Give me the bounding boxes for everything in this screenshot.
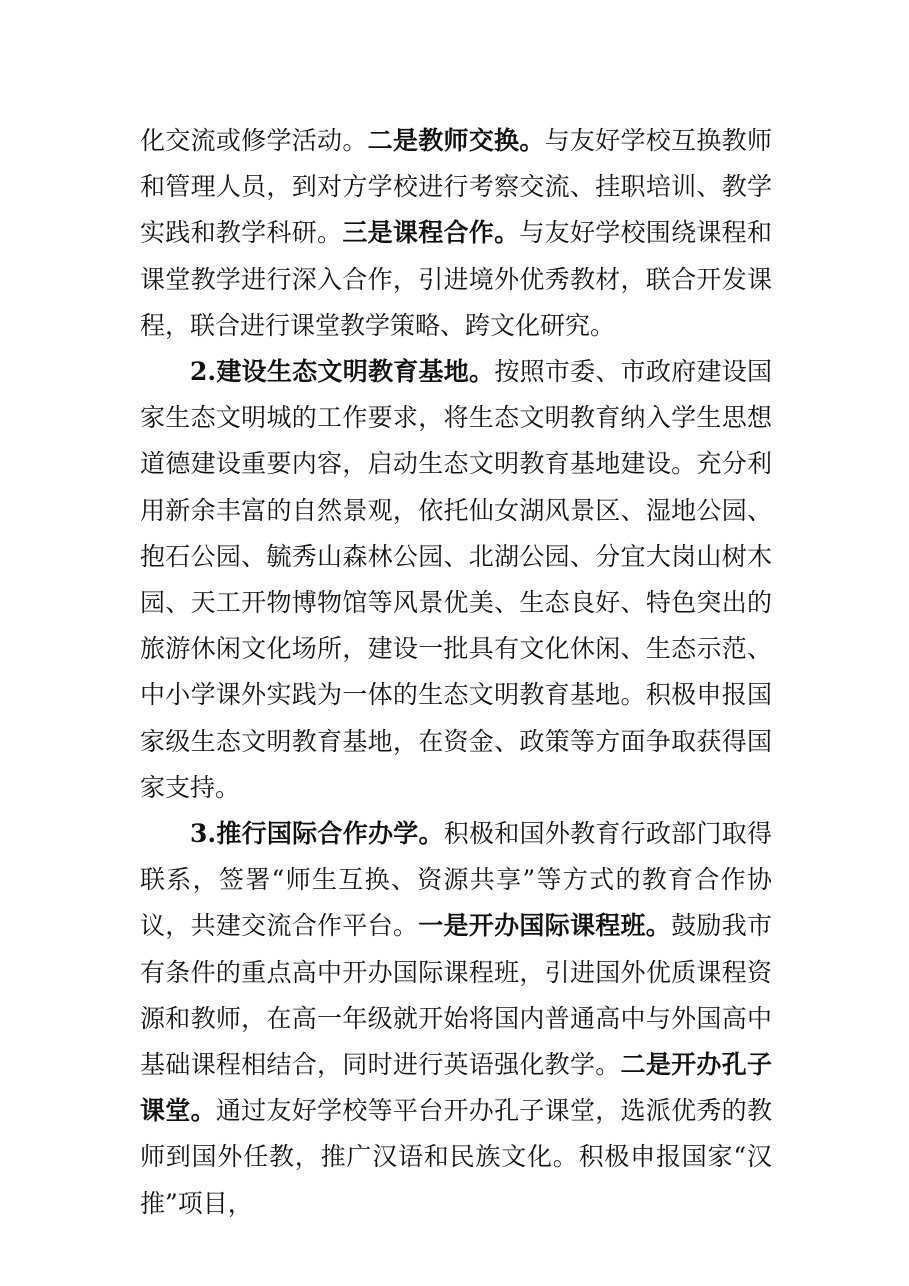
section-heading-2: 2.建设生态文明教育基地。 bbox=[190, 357, 495, 387]
bold-heading-course-cooperation: 三是课程合作。 bbox=[342, 218, 520, 248]
paragraph-exchange-items bbox=[140, 118, 772, 349]
bold-heading-international-class: 一是开办国际课程班。 bbox=[418, 911, 672, 941]
paragraph-eco-education-base bbox=[140, 349, 772, 811]
text-run: 与友好学校互换教师和管理人员，到对方学校进行考察交流、挂职培训、教学实践和教学科研。 bbox=[140, 126, 772, 248]
text-run: 与友好学校围绕课程和课堂教学进行深入合作，引进境外优秀教材，联合开发课程，联合进行课堂教学策略、跨文化研究。 bbox=[140, 218, 772, 340]
bold-heading-confucius-classroom: 二是开办孔子课堂。 bbox=[140, 1050, 772, 1126]
text-run: 积极和国外教育行政部门取得联系，签署“师生互换、资源共享”等方式的教育合作协议，共建交流合作平台。 bbox=[140, 819, 772, 941]
paragraph-international-cooperation bbox=[140, 811, 772, 1227]
text-run: 鼓励我市有条件的重点高中开办国际课程班，引进国外优质课程资源和教师，在高一年级就开始将国内普通高中与外国高中基础课程相结合，同时进行英语强化教学。 bbox=[140, 911, 772, 1080]
text-run: 通过友好学校等平台开办孔子课堂，选派优秀的教师到国外任教，推广汉语和民族文化。积极申报国家“汉推”项目， bbox=[140, 1096, 772, 1218]
section-heading-3: 3.推行国际合作办学。 bbox=[190, 819, 444, 849]
text-run: 化交流或修学活动。 bbox=[140, 126, 368, 155]
text-run: 按照市委、市政府建设国家生态文明城的工作要求，将生态文明教育纳入学生思想道德建设重要内容，启动生态文明教育基地建设。充分利用新余丰富的自然景观，依托仙女湖风景区、湿地公园、抱石公园、毓秀山森林公园、北湖公园、分宜大岗山树木园、天工开物博物馆等风景优美、生态良好、特色突出的旅游休闲文化场所，建设一批具有文化休闲、生态示范、中小学课外实践为一体的生态文明教育基地。积极申报国家级生态文明教育基地，在资金、政策等方面争取获得国家支持。 bbox=[140, 357, 772, 802]
body-text bbox=[140, 118, 772, 1227]
bold-heading-teacher-exchange: 二是教师交换。 bbox=[367, 126, 545, 155]
